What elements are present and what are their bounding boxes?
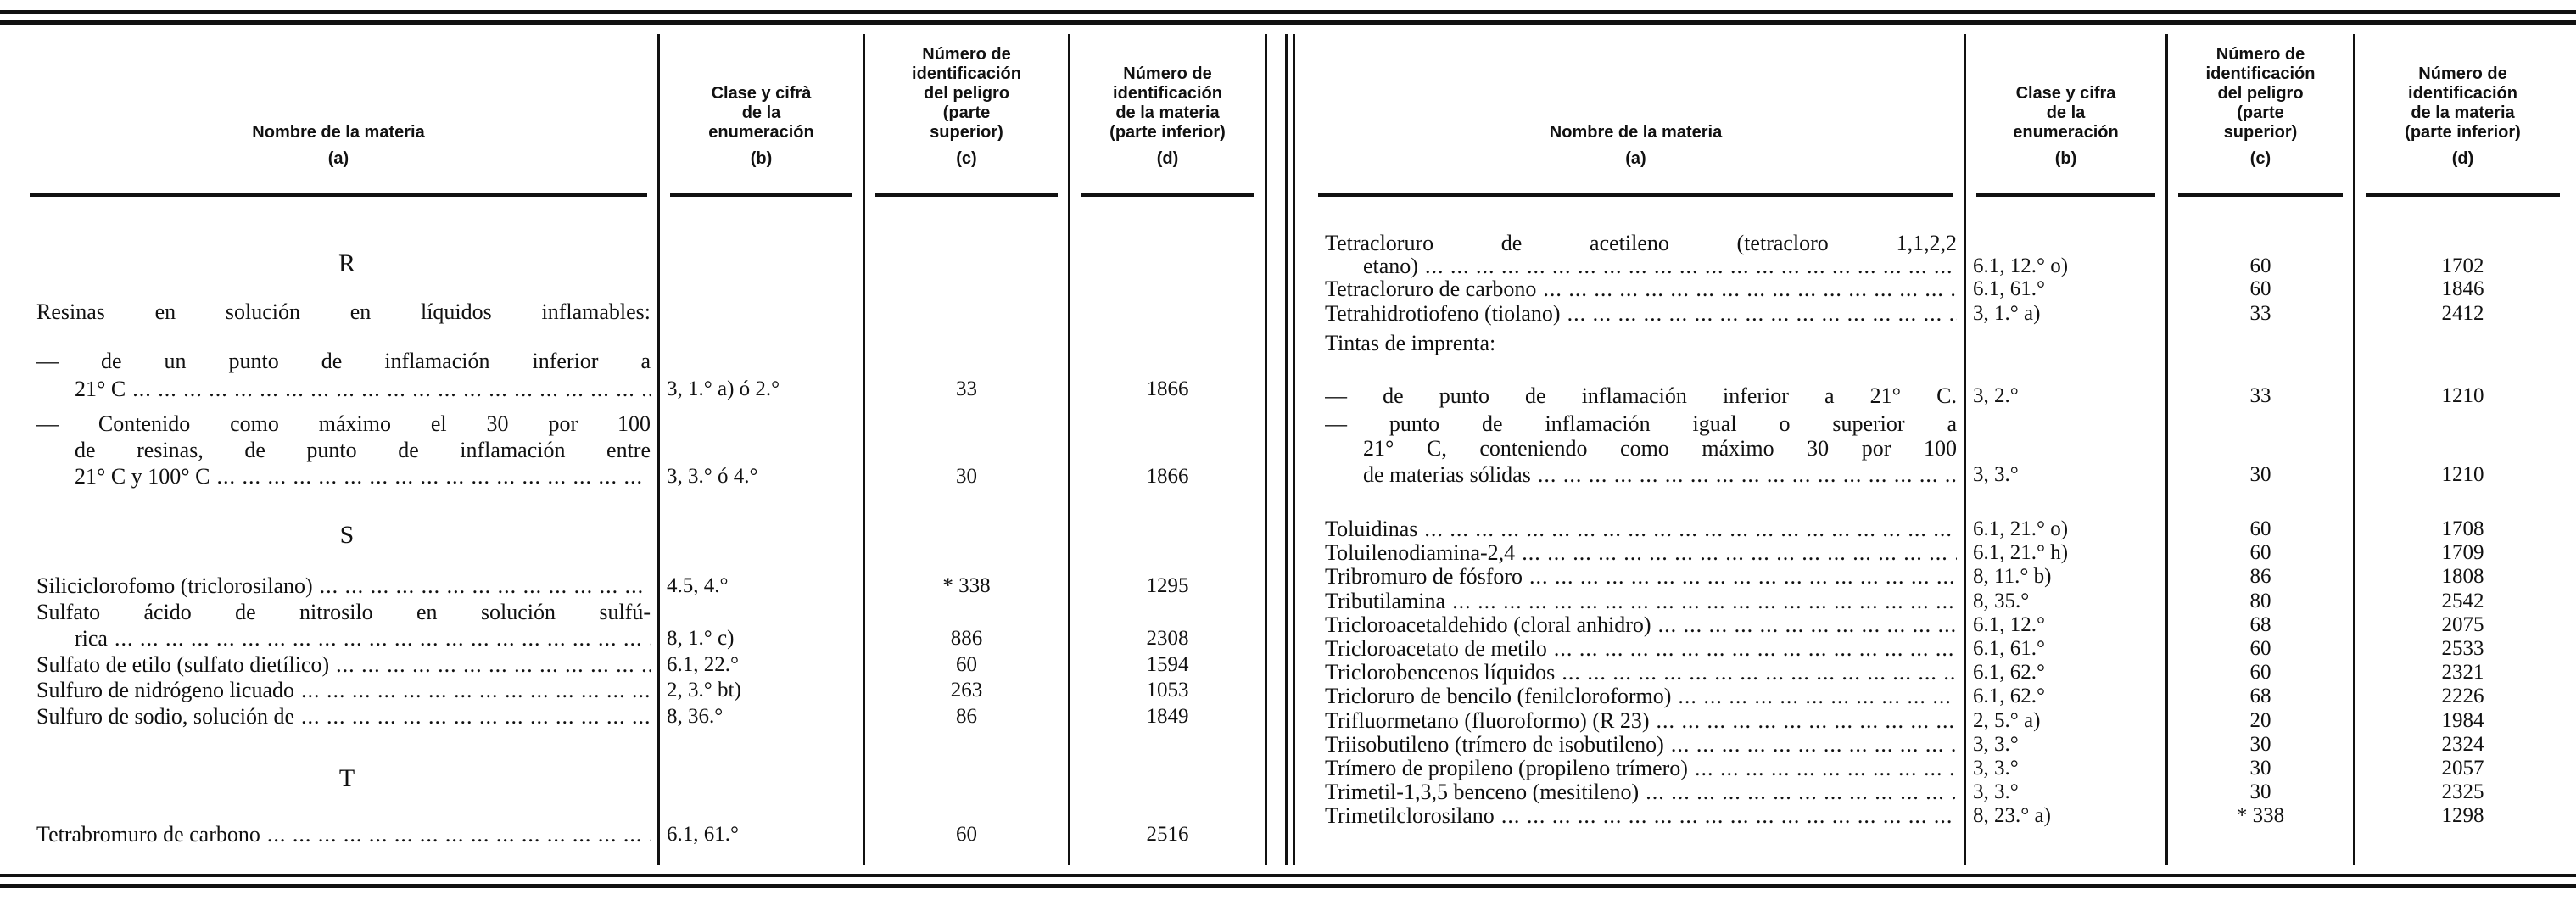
hazard-id: 60	[956, 823, 977, 846]
dot-leader	[294, 678, 651, 703]
class-number: 8, 11.° b)	[1973, 565, 2052, 589]
substance-name: Tricloruro de bencilo (fenilcloroformo)	[1325, 684, 1672, 709]
substance-id: 1298	[2441, 804, 2484, 828]
header-line: superior)	[930, 123, 1003, 142]
column-header-left-d	[1070, 31, 1265, 192]
hazard-id: 60	[2249, 517, 2271, 540]
substance-id: 1295	[1146, 574, 1189, 597]
header-line: Número de	[2418, 64, 2507, 83]
substance-name-line	[36, 704, 651, 730]
substance-name: — de un punto de inflamación inferior a	[36, 349, 651, 373]
substance-name: Sulfato de etilo (sulfato dietílico)	[36, 652, 330, 677]
class-number: 2, 3.° bt)	[667, 679, 741, 702]
substance-name-line	[36, 822, 651, 847]
dot-leader	[1639, 780, 1957, 805]
header-rule	[670, 193, 852, 197]
class-number: 6.1, 62.°	[1973, 661, 2045, 685]
substance-name: rica	[75, 626, 108, 651]
hazard-id: 33	[2249, 302, 2271, 325]
dot-leader	[1651, 612, 1957, 638]
substance-id: 2308	[1146, 627, 1189, 650]
hazard-id: 60	[2249, 661, 2271, 685]
substance-name: Tributilamina	[1325, 588, 1446, 613]
substance-name-line	[1325, 684, 1957, 709]
substance-name-line	[1325, 411, 1957, 437]
substance-name: de materias sólidas	[1363, 462, 1531, 487]
substance-name-line	[1325, 564, 1957, 590]
substance-name: Tetrabromuro de carbono	[36, 822, 260, 847]
header-line: Número de	[2216, 45, 2305, 64]
substance-id: 2324	[2441, 732, 2484, 756]
substance-name-line	[1325, 301, 1957, 327]
hazard-id: 886	[950, 627, 983, 650]
header-line: Nombre de la materia	[252, 123, 425, 142]
header-text	[1070, 31, 1265, 143]
substance-name: 21° C	[75, 377, 126, 401]
top-rule	[0, 20, 2576, 25]
hazard-id: 60	[2249, 277, 2271, 300]
substance-name: Tetracloruro de acetileno (tetracloro 1,1,2,2	[1325, 231, 1957, 255]
substance-name-line	[1325, 636, 1957, 662]
substance-name-line	[75, 377, 651, 402]
header-line: Número de	[922, 45, 1011, 64]
header-line: (parte inferior)	[1109, 123, 1226, 142]
dot-leader	[1417, 517, 1957, 542]
dot-leader	[313, 573, 651, 599]
substance-name: Trimetilclorosilano	[1325, 803, 1495, 829]
substance-id: 1808	[2441, 565, 2484, 589]
hazard-id: 80	[2249, 589, 2271, 612]
header-line: del peligro	[923, 84, 1010, 103]
substance-id: 1702	[2441, 254, 2484, 277]
class-number: 6.1, 62.°	[1973, 685, 2045, 708]
header-label: (c)	[2249, 149, 2271, 168]
substance-name-line	[36, 299, 651, 325]
class-number: 3, 3.°	[1973, 757, 2019, 780]
hazard-id: 60	[2249, 254, 2271, 277]
header-text	[660, 31, 863, 143]
dot-leader	[1515, 540, 1957, 566]
substance-id: 1709	[2441, 541, 2484, 565]
column-header-left-c	[865, 31, 1068, 192]
substance-name-line	[36, 600, 651, 625]
dot-leader	[210, 464, 651, 489]
header-line: (parte	[2237, 103, 2284, 122]
substance-name-line	[1325, 589, 1957, 614]
substance-id: 1053	[1146, 679, 1189, 702]
substance-id: 1708	[2441, 517, 2484, 540]
section-letter: T	[338, 764, 355, 792]
dot-leader	[329, 652, 651, 678]
substance-id: 1846	[2441, 277, 2484, 300]
substance-id: 2533	[2441, 637, 2484, 660]
class-number: 8, 1.° c)	[667, 627, 735, 650]
substance-id: 1849	[1146, 705, 1189, 728]
class-number: 6.1, 61.°	[1973, 277, 2045, 300]
hazard-id: 33	[956, 377, 977, 400]
substance-name: 21° C, conteniendo como máximo 30 por 100	[1363, 436, 1957, 461]
column-divider	[1285, 34, 1288, 865]
header-line: identificación	[912, 64, 1021, 83]
substance-name-line	[36, 678, 651, 703]
substance-name: Trimetil-1,3,5 benceno (mesitileno)	[1325, 780, 1640, 805]
hazard-id: 86	[956, 705, 977, 728]
substance-name-line	[1363, 254, 1957, 279]
hazard-id: 68	[2249, 685, 2271, 708]
substance-name: Trifluormetano (fluoroformo) (R 23)	[1325, 707, 1650, 733]
class-number: 3, 3.°	[1973, 463, 2019, 486]
header-label: (c)	[956, 149, 977, 168]
dot-leader	[1523, 564, 1957, 590]
substance-name: Toluilenodiamina-2,4	[1325, 540, 1516, 566]
hazard-id: 33	[2249, 384, 2271, 407]
substance-name-line	[1325, 780, 1957, 805]
hazard-id: 30	[2249, 780, 2271, 804]
substance-id: 1210	[2441, 463, 2484, 486]
top-rule	[0, 10, 2576, 14]
substance-id: 2412	[2441, 302, 2484, 325]
header-rule	[2366, 193, 2560, 197]
hazard-id: 30	[2249, 463, 2271, 486]
dot-leader	[126, 377, 651, 402]
hazard-id: 60	[2249, 637, 2271, 660]
header-line: (parte inferior)	[2405, 123, 2521, 142]
dot-leader	[1418, 254, 1957, 279]
hazard-id: 30	[956, 465, 977, 488]
class-number: 6.1, 21.° o)	[1973, 517, 2069, 540]
substance-name: Tintas de imprenta:	[1325, 331, 1496, 355]
header-line: Clase y cifra	[2015, 84, 2116, 103]
section-letter: S	[339, 521, 355, 549]
hazard-id: 68	[2249, 612, 2271, 636]
substance-name-line	[1325, 231, 1957, 256]
substance-name: etano)	[1363, 254, 1418, 278]
substance-name-line	[1363, 462, 1957, 488]
hazard-id: 30	[2249, 757, 2271, 780]
section-letter: R	[338, 249, 355, 277]
column-header-right-d	[2355, 31, 2570, 192]
substance-name: Tribromuro de fósforo	[1325, 564, 1523, 590]
substance-name: Tetrahidrotiofeno (tiolano)	[1325, 301, 1561, 326]
substance-name-line	[1325, 708, 1957, 734]
header-rule	[1976, 193, 2155, 197]
header-text	[2168, 31, 2353, 143]
substance-id: 2542	[2441, 589, 2484, 612]
class-number: 8, 23.° a)	[1973, 804, 2051, 828]
substance-name: 21° C y 100° C	[75, 464, 210, 489]
substance-name-line	[1325, 756, 1957, 781]
substance-name: Tricloroacetato de metilo	[1325, 636, 1547, 661]
substance-name-line	[1325, 331, 1957, 356]
class-number: 6.1, 12.°	[1973, 612, 2045, 636]
substance-name: Tricloroacetaldehido (cloral anhidro)	[1325, 612, 1651, 637]
class-number: 3, 2.°	[1973, 384, 2019, 407]
header-line: del peligro	[2217, 84, 2304, 103]
substance-name: Tetracloruro de carbono	[1325, 277, 1537, 301]
header-line: Clase y cifrà	[711, 84, 812, 103]
header-line: (parte	[942, 103, 991, 122]
substance-name-line	[1363, 436, 1957, 461]
substance-id: 2057	[2441, 757, 2484, 780]
class-number: 8, 36.°	[667, 705, 724, 728]
dot-leader	[108, 626, 651, 651]
dot-leader	[1649, 708, 1957, 734]
class-number: 2, 5.° a)	[1973, 708, 2041, 732]
header-label: (b)	[2054, 149, 2077, 168]
header-label: (d)	[2451, 149, 2474, 168]
substance-name-line	[1325, 540, 1957, 566]
substance-name: Sulfuro de sodio, solución de	[36, 704, 295, 729]
substance-id: 1866	[1146, 465, 1189, 488]
dot-leader	[1688, 756, 1957, 781]
dot-leader	[1555, 660, 1957, 685]
class-number: 6.1, 22.°	[667, 653, 739, 676]
class-number: 4.5, 4.°	[667, 574, 729, 597]
substance-id: 1984	[2441, 708, 2484, 732]
header-line: identificación	[2408, 84, 2517, 103]
hazard-id: 30	[2249, 732, 2271, 756]
column-header-left-a	[20, 31, 657, 192]
header-text	[20, 31, 657, 143]
substance-id: 1210	[2441, 384, 2484, 407]
header-line: identificación	[1113, 84, 1222, 103]
class-number: 6.1, 61.°	[667, 823, 739, 846]
substance-name: — punto de inflamación igual o superior a	[1325, 411, 1957, 436]
column-divider	[1293, 34, 1295, 865]
header-rule	[1318, 193, 1953, 197]
substance-id: 2226	[2441, 685, 2484, 708]
bottom-rule	[0, 874, 2576, 877]
substance-name-line	[36, 349, 651, 374]
header-line: de la materia	[2411, 103, 2515, 122]
substance-name-line	[75, 438, 651, 463]
substance-name: Resinas en solución en líquidos inflamables:	[36, 299, 651, 324]
bottom-rule	[0, 884, 2576, 888]
substance-id: 1594	[1146, 653, 1189, 676]
class-number: 3, 3.° ó 4.°	[667, 465, 758, 488]
header-text	[2355, 31, 2570, 143]
class-number: 3, 1.° a)	[1973, 302, 2041, 325]
header-line: de la	[741, 103, 781, 122]
header-line: identificación	[2205, 64, 2316, 83]
header-rule	[30, 193, 647, 197]
substance-name: Trímero de propileno (propileno trímero)	[1325, 756, 1688, 780]
class-number: 3, 1.° a) ó 2.°	[667, 377, 780, 400]
substance-name: de resinas, de punto de inflamación entre	[75, 438, 651, 462]
dot-leader	[1561, 301, 1957, 327]
substance-id: 2075	[2441, 612, 2484, 636]
header-text	[1966, 31, 2165, 143]
column-header-right-b	[1966, 31, 2165, 192]
substance-name: Triclorobencenos líquidos	[1325, 660, 1556, 685]
hazard-id: 263	[950, 679, 983, 702]
substance-id: 1866	[1146, 377, 1189, 400]
hazard-id: * 338	[942, 574, 991, 597]
substance-name: — Contenido como máximo el 30 por 100	[36, 411, 651, 436]
header-text	[1308, 31, 1964, 143]
substance-name: — de punto de inflamación inferior a 21° C.	[1325, 383, 1957, 408]
dot-leader	[1671, 684, 1957, 709]
header-label: (d)	[1156, 149, 1179, 168]
substance-name-line	[1325, 277, 1957, 302]
dot-leader	[1445, 589, 1957, 614]
dot-leader	[1664, 732, 1957, 757]
substance-name-line	[36, 411, 651, 437]
header-text	[865, 31, 1068, 143]
class-number: 3, 3.°	[1973, 732, 2019, 756]
substance-name: Siliciclorofomo (triclorosilano)	[36, 573, 313, 598]
hazard-id: 60	[2249, 541, 2271, 565]
substance-name: Toluidinas	[1325, 517, 1418, 541]
substance-name: Triisobutileno (trímero de isobutileno)	[1325, 731, 1664, 757]
header-rule	[1081, 193, 1254, 197]
substance-name-line	[36, 573, 651, 599]
header-line: de la materia	[1115, 103, 1220, 122]
substance-name-line	[1325, 660, 1957, 685]
hazard-id: 20	[2249, 708, 2271, 732]
class-number: 8, 35.°	[1973, 589, 2030, 612]
class-number: 3, 3.°	[1973, 780, 2019, 804]
column-divider	[1265, 34, 1267, 865]
header-rule	[875, 193, 1058, 197]
header-label: (a)	[327, 149, 349, 168]
header-line: superior)	[2223, 123, 2298, 142]
substance-name-line	[75, 464, 651, 489]
dot-leader	[1536, 277, 1957, 302]
class-number: 6.1, 61.°	[1973, 637, 2045, 660]
dot-leader	[1495, 803, 1957, 829]
header-line: de la	[2046, 103, 2086, 122]
substance-name-line	[1325, 612, 1957, 638]
substance-name: Sulfuro de nidrógeno licuado	[36, 678, 294, 702]
column-header-right-c	[2168, 31, 2353, 192]
class-number: 6.1, 12.° o)	[1973, 254, 2069, 277]
substance-id: 2325	[2441, 780, 2484, 804]
hazard-id: 60	[956, 653, 977, 676]
header-line: enumeración	[708, 123, 814, 142]
header-label: (a)	[1625, 149, 1646, 168]
column-header-left-b	[660, 31, 863, 192]
substance-name-line	[1325, 383, 1957, 409]
substance-id: 2516	[1146, 823, 1189, 846]
class-number: 6.1, 21.° h)	[1973, 541, 2069, 565]
dot-leader	[260, 822, 651, 847]
header-line: Nombre de la materia	[1549, 123, 1723, 142]
substance-id: 2321	[2441, 661, 2484, 685]
header-label: (b)	[750, 149, 773, 168]
dot-leader	[294, 704, 651, 730]
substance-name-line	[1325, 803, 1957, 829]
substance-name-line	[1325, 732, 1957, 757]
substance-name: Sulfato ácido de nitrosilo en solución sulfú-	[36, 600, 651, 624]
header-line: Número de	[1123, 64, 1212, 83]
dot-leader	[1547, 636, 1957, 662]
substance-name-line	[1325, 517, 1957, 542]
header-rule	[2178, 193, 2343, 197]
hazard-id: 86	[2249, 565, 2271, 589]
header-line: enumeración	[2013, 123, 2119, 142]
hazard-id: * 338	[2236, 804, 2285, 828]
substance-name-line	[75, 626, 651, 651]
column-header-right-a	[1308, 31, 1964, 192]
dot-leader	[1531, 462, 1957, 488]
substance-name-line	[36, 652, 651, 678]
